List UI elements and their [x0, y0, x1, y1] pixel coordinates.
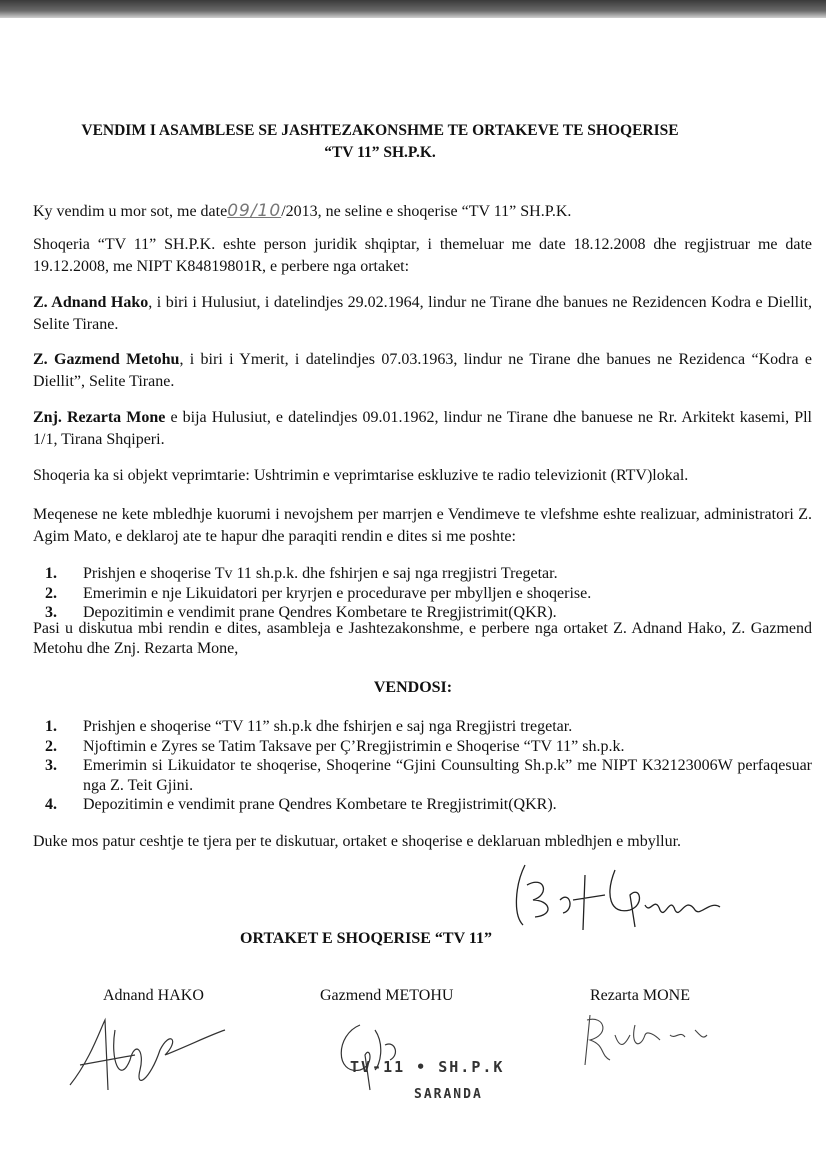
signature-hako	[60, 1010, 240, 1095]
signature-top	[505, 855, 745, 935]
agenda-list	[33, 564, 812, 623]
decision-item	[33, 795, 812, 815]
item-number: 4.	[45, 796, 57, 813]
company-paragraph: Shoqeria “TV 11” SH.P.K. eshte person juridik shqiptar, i themeluar me date 18.12.2008 dhe regjistruar me date 19.12.2008, me NIPT K84819801R, e perbere nga ortaket:	[33, 236, 812, 275]
item-text: Emerimin si Likuidator te shoqerise, Shoqerine “Gjini Counsulting Sh.p.k” me NIPT K32123006W perfaqesuar nga Z. Teit Gjini.	[83, 757, 812, 794]
partner-details: , i biri i Hulusiut, i datelindjes 29.02.1964, lindur ne Tirane dhe banues ne Rezidencen Kodra e Diellit, Selite Tirane.	[33, 294, 812, 333]
agenda-item	[33, 564, 812, 584]
document-subtitle: “TV 11” SH.P.K.	[324, 144, 436, 161]
signature-metohu	[330, 1015, 420, 1095]
decision-item	[33, 717, 812, 737]
scan-edge	[0, 0, 826, 18]
handwritten-date: 09/10	[227, 201, 282, 221]
intro-text-end: /2013, ne seline e shoqerise “TV 11” SH.P.K.	[281, 203, 572, 220]
document-title: VENDIM I ASAMBLESE SE JASHTEZAKONSHME TE ORTAKEVE TE SHOQERISE	[81, 122, 679, 139]
object-paragraph: Shoqeria ka si objekt veprimtarie: Ushtrimin e veprimtarise eskluzive te radio televizionit (RTV)lokal.	[33, 467, 689, 484]
partner-paragraph	[33, 349, 812, 393]
item-text: Prishjen e shoqerise Tv 11 sh.p.k. dhe fshirjen e saj nga rregjistri Tregetar.	[83, 565, 558, 582]
intro-text: Ky vendim u mor sot, me date	[33, 203, 228, 220]
partner-paragraph	[33, 407, 812, 451]
item-text: Prishjen e shoqerise “TV 11” sh.p.k dhe fshirjen e saj nga Rregjistri tregetar.	[83, 718, 573, 735]
signatory-name: Gazmend METOHU	[320, 987, 454, 1004]
signatories-heading: ORTAKET E SHOQERISE “TV 11”	[240, 930, 492, 947]
signatory-name: Rezarta MONE	[590, 987, 690, 1004]
signature-mone	[575, 1005, 715, 1075]
agenda-item	[33, 584, 812, 604]
discussion-paragraph: Pasi u diskutua mbi rendin e dites, asambleja e Jashtezakonshme, e perbere nga ortaket Z. Adnand Hako, Z. Gazmend Metohu dhe Znj. Rezarta Mone,	[33, 620, 812, 657]
decision-item	[33, 756, 812, 795]
partner-name: Z. Gazmend Metohu	[33, 351, 180, 368]
item-number: 1.	[45, 565, 57, 582]
item-number: 2.	[45, 584, 57, 602]
signatory-name: Adnand HAKO	[103, 987, 204, 1004]
company-stamp-city: SARANDA	[414, 1087, 483, 1102]
quorum-paragraph: Meqenese ne kete mbledhje kuorumi i nevojshem per marrjen e Vendimeve te vlefshme eshte realizuar, administratori Z. Agim Mato, e deklaroj ate te hapur dhe paraqiti rendin e dites si me poshte:	[33, 506, 812, 545]
decisions-list	[33, 717, 812, 815]
item-text: Depozitimin e vendimit prane Qendres Kombetare te Rregjistrimit(QKR).	[83, 604, 557, 621]
item-number: 3.	[45, 604, 57, 621]
item-number: 3.	[45, 757, 57, 774]
company-stamp: TV-11 • SH.P.K	[350, 1058, 505, 1076]
partner-paragraph	[33, 292, 812, 336]
partner-details: , i biri i Ymerit, i datelindjes 07.03.1963, lindur ne Tirane dhe banues ne Rezidenca “Kodra e Diellit”, Selite Tirane.	[33, 351, 812, 390]
item-text: Emerimin e nje Likuidatori per kryrjen e procedurave per mbylljen e shoqerise.	[83, 584, 592, 602]
partner-name: Z. Adnand Hako	[33, 294, 149, 311]
intro-paragraph	[33, 200, 812, 223]
decided-heading: VENDOSI:	[373, 679, 453, 696]
closing-paragraph: Duke mos patur ceshtje te tjera per te diskutuar, ortaket e shoqerise e deklaruan mbledhjen e mbyllur.	[33, 833, 682, 850]
partner-name: Znj. Rezarta Mone	[33, 409, 166, 426]
item-text: Depozitimin e vendimit prane Qendres Kombetare te Rregjistrimit(QKR).	[83, 796, 557, 813]
decision-item	[33, 737, 812, 757]
item-text: Njoftimin e Zyres se Tatim Taksave per Ç’Rregjistrimin e Shoqerise “TV 11” sh.p.k.	[83, 737, 625, 755]
item-number: 2.	[45, 737, 57, 755]
partner-details: e bija Hulusiut, e datelindjes 09.01.1962, lindur ne Tirane dhe banuese ne Rr. Arkitekt kasemi, Pll 1/1, Tirana Shqiperi.	[33, 409, 813, 448]
item-number: 1.	[45, 718, 57, 735]
